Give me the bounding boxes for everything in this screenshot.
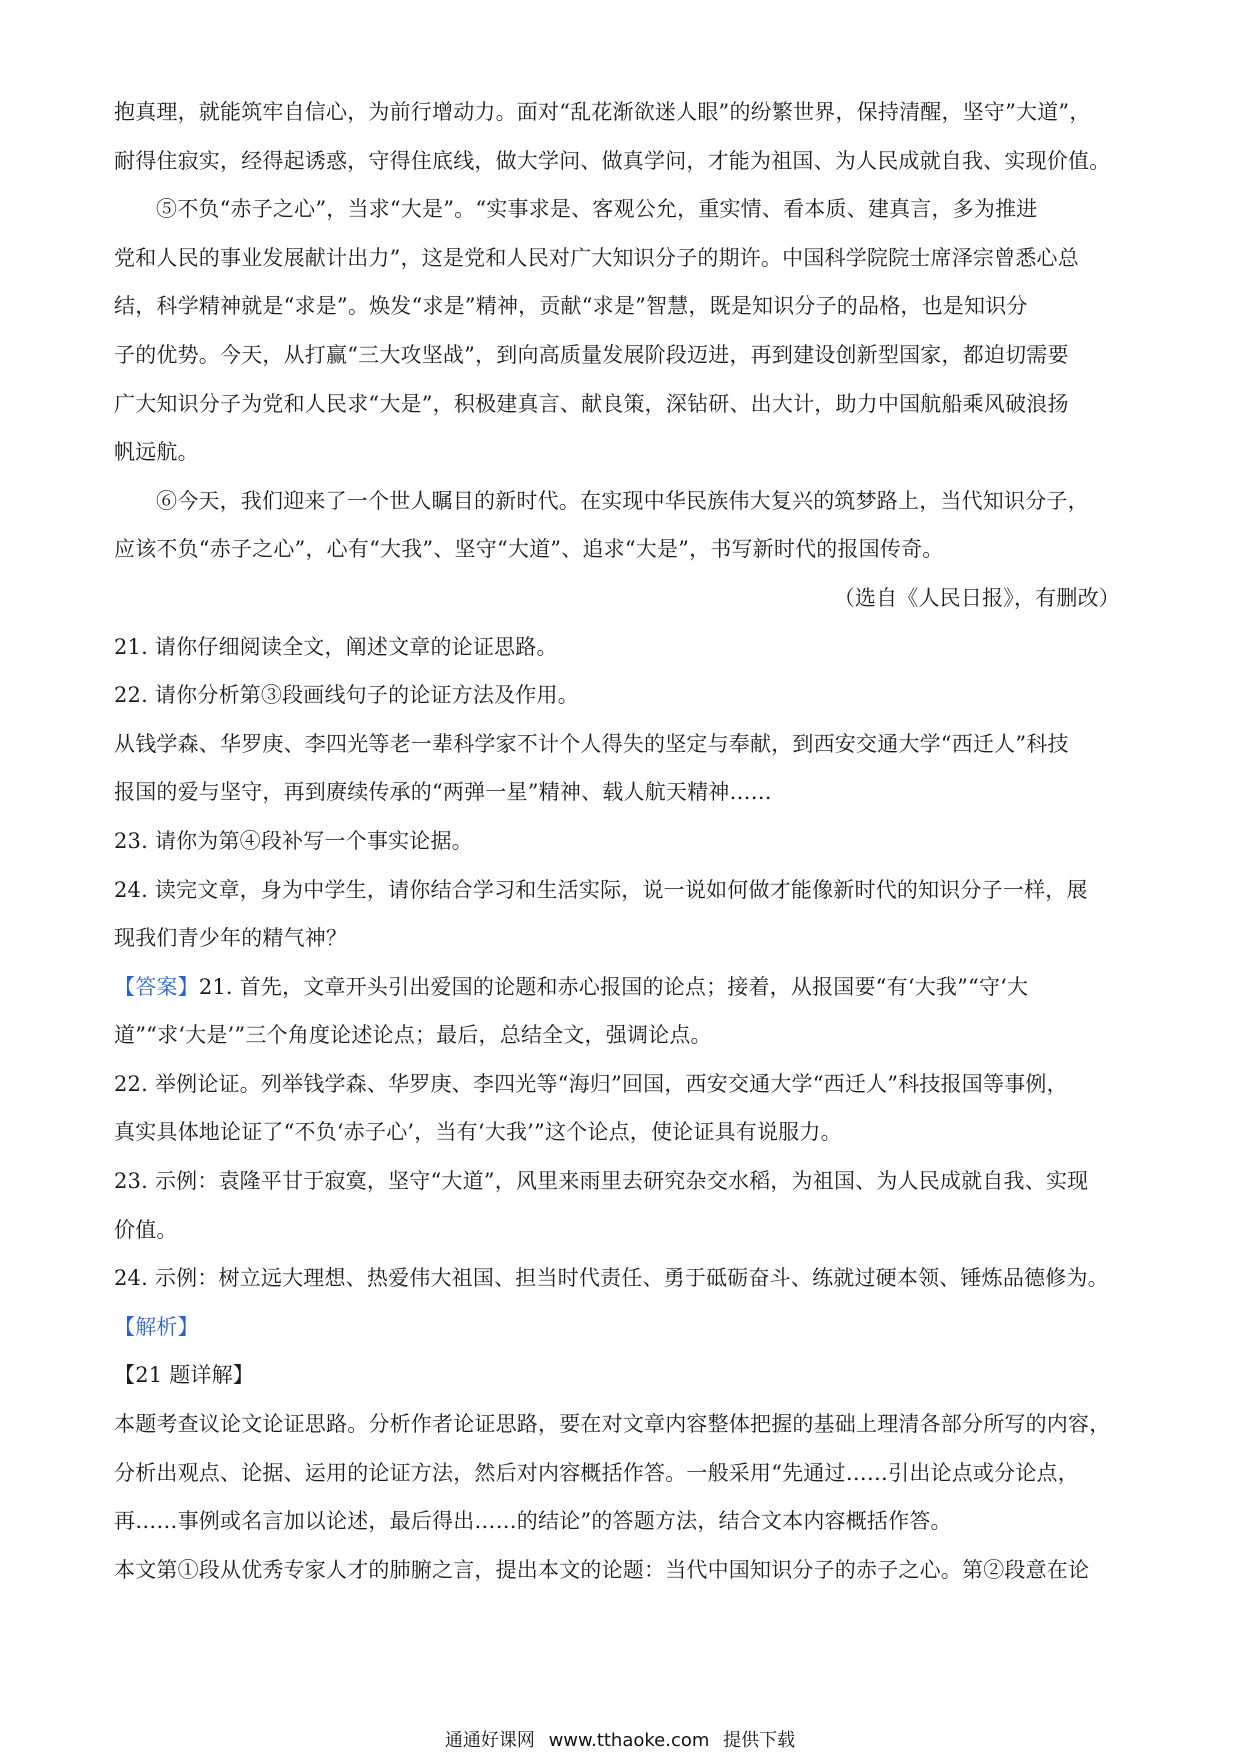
answer-23: 23. 示例：袁隆平甘于寂寞，坚守“大道”，风里来雨里去研究杂交水稻，为祖国、为人民成就自我、实现 [114, 1169, 1089, 1194]
article-p5-line: 帆远航。 [114, 440, 199, 465]
analysis-text: 本文第①段从优秀专家人才的肺腑之言，提出本文的论题：当代中国知识分子的赤子之心。第②段意在论 [114, 1557, 1090, 1582]
analysis-label: 【解析】 [114, 1314, 199, 1339]
article-p6-line: ⑥今天，我们迎来了一个世人瞩目的新时代。在实现中华民族伟大复兴的筑梦路上，当代知识分子， [156, 488, 1089, 513]
article-p5-line: ⑤不负“赤子之心”，当求“大是”。“实事求是、客观公允，重实情、看本质、建真言，多为推进 [156, 197, 1038, 222]
analysis-text: 本题考查议论文论证思路。分析作者论证思路，要在对文章内容整体把握的基础上理清各部分所写的内容， [114, 1412, 1111, 1437]
footer-site-name: 通通好课网 [444, 1730, 535, 1751]
article-p4-line: 耐得住寂实，经得起诱惑，守得住底线，做大学问、做真学问，才能为祖国、为人民成就自我、实现价值。 [114, 148, 1111, 173]
article-source: （选自《人民日报》，有删改） [833, 585, 1120, 610]
analysis-label-line [114, 1303, 1126, 1352]
article-p5-line: 广大知识分子为党和人民求“大是”，积极建真言、献良策，深钻研、出大计，助力中国航船乘风破浪扬 [114, 391, 1069, 416]
answer-21: 道”“求‘大是’”三个角度论述论点；最后，总结全文，强调论点。 [114, 1023, 712, 1048]
answer-21 [114, 963, 1126, 1012]
question-22: 22. 请你分析第③段画线句子的论证方法及作用。 [114, 683, 579, 708]
answer-22: 22. 举例论证。列举钱学森、华罗庚、李四光等“海归”回国，西安交通大学“西迁人”科技报国等事例， [114, 1071, 1068, 1096]
footer-note: 提供下载 [723, 1730, 796, 1751]
question-22-quote: 报国的爱与坚守，再到赓续传承的“两弹一星”精神、载人航天精神…… [114, 780, 772, 805]
question-24: 24. 读完文章，身为中学生，请你结合学习和生活实际，说一说如何做才能像新时代的知识分子一样，展 [114, 877, 1088, 902]
article-p5-line: 结，科学精神就是“求是”。焕发“求是”精神，贡献“求是”智慧，既是知识分子的品格，也是知识分 [114, 294, 1028, 319]
question-24: 现我们青少年的精气神？ [114, 926, 348, 951]
question-22-quote: 从钱学森、华罗庚、李四光等老一辈科学家不计个人得失的坚定与奉献，到西安交通大学“西迁人”科技 [114, 731, 1069, 756]
answer-21-text: 21. 首先，文章开头引出爱国的论题和赤心报国的论点；接着，从报国要“有‘大我”“守‘大 [198, 974, 1029, 999]
footer-url[interactable]: www.tthaoke.com [548, 1730, 710, 1751]
answer-23: 价值。 [114, 1217, 178, 1242]
document-page [114, 88, 1126, 1594]
answer-22: 真实具体地论证了“不负‘赤子心’，当有‘大我’”这个论点，使论证具有说服力。 [114, 1120, 842, 1145]
answer-label: 【答案】 [114, 974, 199, 999]
page-footer [0, 1726, 1240, 1752]
article-p4-line: 抱真理，就能筑牢自信心，为前行增动力。面对“乱花渐欲迷人眼”的纷繁世界，保持清醒，坚守”大道”， [114, 100, 1091, 124]
article-p6-line: 应该不负“赤子之心”，心有“大我”、坚守“大道”、追求“大是”，书写新时代的报国传奇。 [114, 537, 944, 562]
article-p5-line: 党和人民的事业发展献计出力”，这是党和人民对广大知识分子的期许。中国科学院院士席泽宗曾悉心总 [114, 245, 1079, 270]
analysis-text: 分析出观点、论据、运用的论证方法，然后对内容概括作答。一般采用“先通过……引出论点或分论点， [114, 1460, 1079, 1485]
analysis-heading-21: 【21 题详解】 [114, 1363, 254, 1388]
question-23: 23. 请你为第④段补写一个事实论据。 [114, 828, 473, 853]
analysis-text: 再……事例或名言加以论述，最后得出……的结论”的答题方法，结合文本内容概括作答。 [114, 1509, 952, 1534]
answer-24: 24. 示例：树立远大理想、热爱伟大祖国、担当时代责任、勇于砥砺奋斗、练就过硬本领、锤炼品德修为。 [114, 1266, 1109, 1291]
article-p5-line: 子的优势。今天，从打赢“三大攻坚战”，到向高质量发展阶段迈进，再到建设创新型国家，都迫切需要 [114, 342, 1069, 367]
question-21: 21. 请你仔细阅读全文，阐述文章的论证思路。 [114, 634, 558, 659]
